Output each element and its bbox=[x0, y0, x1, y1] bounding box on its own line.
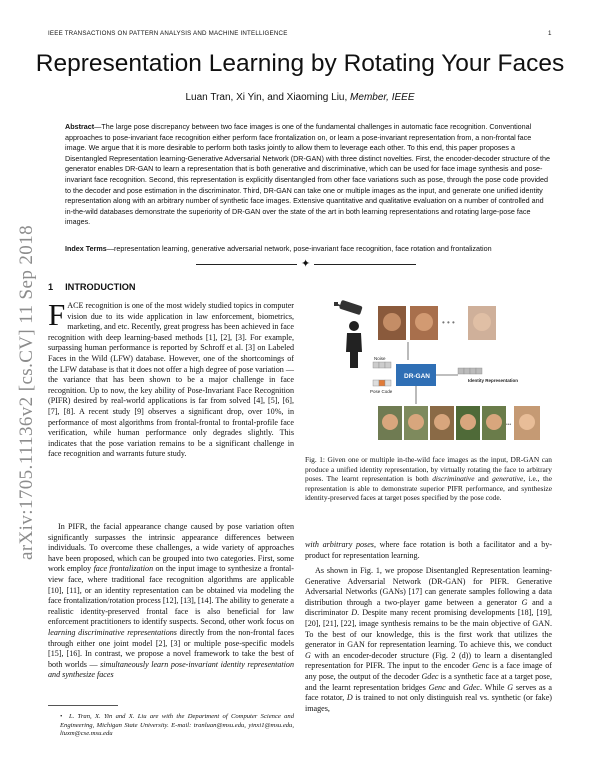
section-heading bbox=[48, 282, 136, 292]
caption-part-a: Fig. 1: Given one or multiple in-the-wild face images as the input, DR-GAN can produce a unified identity representation, by virtually rotating the face to arbitrary poses. The learnt representation is both bbox=[305, 455, 552, 484]
intro-paragraph-2-continued bbox=[305, 540, 552, 561]
p2-part-a: In PIFR, the facial appearance change caused by pose variation often significantly surpasses the intrinsic appearance differences between individuals. To overcome these challenges, a wide variety of approaches have been proposed, which can be grouped into two categories. First, some work employ bbox=[48, 522, 294, 574]
index-terms bbox=[65, 244, 553, 255]
p4-part-e: is a face image of any pose, the output of the decoder bbox=[305, 661, 552, 681]
math-Genc: Genc bbox=[472, 661, 490, 671]
math-G: G bbox=[521, 597, 528, 607]
author-line bbox=[0, 92, 600, 103]
p4-part-b: and a discriminator bbox=[305, 597, 553, 618]
p2-part-c: directly from the non-frontal faces through either one joint model [2], [3] or multiple pose-specific models [15], [16]. In contrast, we propose a novel framework to take the best of both worlds — bbox=[48, 627, 294, 669]
pose-code-label: Pose Code bbox=[370, 389, 393, 394]
caption-emphasis-generative: generative bbox=[492, 474, 524, 484]
figure-1-diagram bbox=[318, 300, 548, 450]
p4-part-c: . Despite many recent promising developments [18], [19], [20], [21], [22], image synthesis remains to be the main objective of GAN. To the best of our knowledge, this is the first work that utilizes the generator in GAN for representation learning. To achieve this, we conduct bbox=[305, 608, 552, 650]
index-terms-label: Index Terms bbox=[65, 244, 107, 253]
drgan-label: DR-GAN bbox=[404, 373, 430, 380]
intro-paragraph-2 bbox=[48, 522, 294, 681]
section-title: INTRODUCTION bbox=[65, 282, 136, 292]
p4-part-h: . While bbox=[480, 682, 508, 692]
caption-part-c: , i.e., the representation is able to demonstrate superior PIFR performance, and synthesize identity-preserved faces at target poses specified by the pose code. bbox=[305, 474, 553, 503]
output-face-images bbox=[378, 406, 540, 440]
p4-part-a: As shown in Fig. 1, we propose Disentangled Representation learning-Generative Adversarial Network (DR-GAN) for PIFR. Generative Adversarial Networks (GANs) [17] can generate samples following a data distribution through a two-player game between a generator bbox=[305, 566, 552, 607]
pose-code-vector bbox=[373, 380, 391, 386]
section-number: 1 bbox=[48, 282, 54, 292]
footnote-text: L. Tran, X. Yin and X. Liu are with the Department of Computer Science and Engineering, Michigan State University. E-mail: tranluan@msu.edu, yinxi1@msu.edu, liuxm@cse.msu.edu bbox=[60, 713, 294, 738]
author-names: Luan Tran, Xi Yin, and Xiaoming Liu, bbox=[185, 92, 348, 103]
figure-1-caption bbox=[305, 455, 552, 503]
identity-representation-vector bbox=[458, 368, 482, 374]
identity-representation-label: Identity Representation bbox=[468, 378, 519, 383]
drop-cap: F bbox=[48, 297, 66, 332]
p2-emphasis-discriminative: learning discriminative representations bbox=[48, 627, 177, 637]
page-number: 1 bbox=[548, 30, 552, 37]
p3-rest: , where face rotation is both a facilitator and a by-product for representation learning. bbox=[305, 540, 552, 560]
math-G-2: G bbox=[305, 650, 311, 660]
index-terms-text: —representation learning, generative adversarial network, pose-invariant face recognition, face rotation and frontalization bbox=[106, 244, 492, 253]
math-Gdec: Gdec bbox=[421, 671, 439, 681]
input-face-images bbox=[378, 306, 438, 340]
p3-emphasis-arbitrary-poses: with arbitrary poses bbox=[305, 540, 374, 549]
p2-emphasis-frontalization: face frontalization bbox=[93, 564, 154, 574]
intro-p1-text: recognition is one of the most widely studied topics in computer vision due to its wide application in law enforcement, biometrics, marketing, and etc. Recently, great progress has been achieved in face recognition with deep learning-based methods [1], [2], [3]. For example, surpassing human performance is reported by Schroff et al. [3] on Labeled Faces in the Wild (LFW) database. However, one of the shortcomings of the LFW database is that it does not offer a high degree of pose variation — the variance that has been shown to be a major challenge in face recognition. Up to now, the key ability of Pose-Invariant Face Recognition (PIFR) desired by real-world applications is far from solved [4], [5], [6], [7], [8]. A recent study [9] observes a significant drop, over 10%, in performance of most algorithms from frontal-frontal to frontal-profile face verification, while human performance only degrades slightly. This indicates that the pose variation remains to be a significant challenge in face recognition and warrants future study. bbox=[48, 301, 294, 459]
p4-part-j: is trained to not only distinguish real vs. synthetic (or fake) images, bbox=[305, 693, 552, 713]
journal-header: IEEE TRANSACTIONS ON PATTERN ANALYSIS AND MACHINE INTELLIGENCE bbox=[48, 30, 288, 37]
math-Gdec-2: Gdec bbox=[462, 682, 481, 692]
footnote-rule bbox=[48, 705, 118, 706]
divider-ornament-icon: ✦ bbox=[297, 258, 314, 270]
caption-emphasis-discriminative: discriminative bbox=[432, 474, 475, 484]
output-ellipsis: ••• bbox=[506, 422, 512, 428]
intro-lead-word: ACE bbox=[67, 301, 84, 310]
arxiv-stamp: arXiv:1705.11136v2 [cs.CV] 11 Sep 2018 bbox=[16, 225, 37, 560]
p2-emphasis-simultaneous: simultaneously learn pose-invariant identity representation and synthesize faces bbox=[48, 659, 294, 680]
noise-label: Noise bbox=[374, 356, 386, 361]
math-G-3: G bbox=[507, 682, 514, 692]
math-D-2: D bbox=[346, 693, 353, 703]
affiliation-footnote bbox=[60, 713, 294, 739]
input-face-detail bbox=[473, 313, 491, 331]
p4-part-g: and bbox=[445, 682, 463, 692]
footnote-bullet: • bbox=[60, 713, 63, 720]
noise-vector bbox=[373, 362, 391, 368]
input-ellipsis: • • • bbox=[442, 318, 455, 327]
intro-paragraph-3 bbox=[305, 566, 552, 714]
surveillance-camera-icon bbox=[334, 300, 363, 315]
intro-paragraph-1 bbox=[48, 297, 294, 460]
p4-part-f: is a synthetic face at a target pose, and the learnt representation bridges bbox=[305, 671, 552, 692]
person-silhouette-icon bbox=[346, 321, 362, 368]
math-Genc-2: Genc bbox=[428, 682, 446, 692]
p4-part-i: serves as a face rotator, bbox=[305, 682, 553, 703]
paper-title: Representation Learning by Rotating Your Faces bbox=[35, 50, 565, 77]
p2-part-b: on the input image to synthesize a frontal-view face, where traditional face recognition algorithms are applicable [10], [11], or an identity representation can be obtained via modeling the face frontalization/rotation process [12], [13], [14]. The ability to generate a realistic identity-preserved frontal face is also beneficial for law enforcement practitioners to identify suspects. Second, other work focus on bbox=[48, 564, 294, 627]
caption-part-b: and bbox=[474, 474, 493, 484]
math-D: D bbox=[351, 608, 358, 618]
author-membership: Member, IEEE bbox=[350, 92, 415, 103]
p4-part-d: with an encoder-decoder structure (Fig. 2 (d)) to learn a disentangled representation for PIFR. The input to the encoder bbox=[305, 650, 552, 671]
abstract bbox=[65, 122, 553, 228]
abstract-text: —The large pose discrepancy between two face images is one of the fundamental challenges in automatic face recognition. Conventional approaches to pose-invariant face recognition either perform face frontalization on, or learn a pose-invariant representation from, a non-frontal face image. We argue that it is more desirable to perform both tasks jointly to allow them to leverage each other. To this end, this paper proposes a Disentangled Representation learning-Generative Adversarial Network (DR-GAN) with three distinct novelties. First, the encoder-decoder structure of the generator enables DR-GAN to learn a representation that is both generative and discriminative, which can be used for face image synthesis and pose-invariant face recognition. Second, this representation is explicitly disentangled from other face variations such as pose, through the pose code provided to the decoder and pose estimation in the discriminator. Third, DR-GAN can take one or multiple images as the input, and generate one unified identity representation along with an arbitrary number of synthetic face images. Extensive quantitative and qualitative evaluation on a number of controlled and in-the-wild databases demonstrate the superiority of DR-GAN over the state of the art in both learning representations and rotating large-pose face images. bbox=[65, 122, 550, 227]
abstract-label: Abstract bbox=[65, 122, 95, 131]
